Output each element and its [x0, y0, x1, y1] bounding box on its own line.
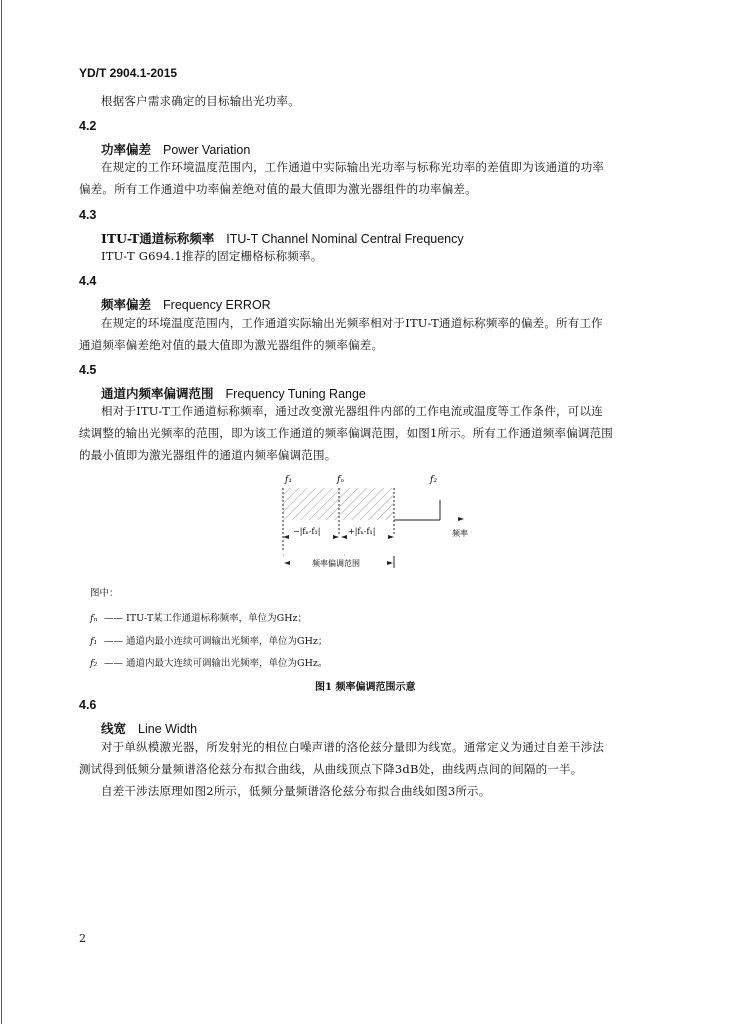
section-number: 4.3	[79, 208, 97, 222]
section-term	[101, 295, 271, 313]
legend-text: —— 通道内最大连续可调输出光频率，单位为GHz。	[104, 658, 328, 669]
paragraph-line: 对于单纵模激光器，所发射光的相位白噪声谱的洛伦兹分量即为线宽。通常定义为通过自差干涉法	[101, 740, 605, 754]
range-arrow-left	[284, 561, 290, 565]
fn-label: fₙ	[337, 475, 344, 485]
legend-row	[90, 633, 327, 647]
legend-title: 图中：	[90, 588, 119, 599]
legend-row	[90, 655, 327, 669]
left-delta-arrow	[283, 535, 289, 539]
section-number: 4.4	[79, 274, 97, 288]
term-cn: 频率偏差	[101, 297, 152, 312]
left-delta-label: −|fₙ-f₁|	[293, 527, 321, 536]
legend-symbol: f₂	[90, 658, 98, 669]
section-number: 4.5	[79, 363, 97, 377]
section-number: 4.6	[79, 698, 97, 712]
legend-symbol: fₙ	[90, 613, 98, 624]
paragraph-line: 相对于ITU-T工作通道标称频率，通过改变激光器组件内部的工作电流或温度等工作条件，可以连	[101, 404, 603, 418]
frequency-axis-label: 频率	[452, 529, 468, 538]
paragraph-line: 测试得到低频分量频谱洛伦兹分布拟合曲线，从曲线顶点下降3dB处，曲线两点间的间隔的一半。	[79, 762, 583, 776]
legend-text: —— 通道内最小连续可调输出光频率，单位为GHz；	[104, 636, 328, 647]
paragraph-line: 自差干涉法原理如图2所示，低频分量频谱洛伦兹分布拟合曲线如图3所示。	[101, 784, 491, 798]
paragraph-line: 在规定的环境温度范围内，工作通道实际输出光频率相对于ITU-T通道标称频率的偏差。所有工作	[101, 316, 603, 330]
tuning-range-label: 频率偏调范围	[312, 559, 360, 568]
paragraph-line: 续调整的输出光频率的范围，即为该工作通道的频率偏调范围，如图1所示。所有工作通道频率偏调范围	[79, 426, 614, 440]
legend-text: —— ITU-T某工作通道标称频率，单位为GHz；	[104, 613, 308, 624]
term-cn: 通道内频率偏调范围	[101, 386, 214, 401]
axis-arrow	[458, 517, 464, 521]
left-delta-arrow	[333, 535, 339, 539]
section-number: 4.2	[79, 119, 97, 133]
figure-caption: 图1 频率偏调范围示意	[315, 682, 416, 693]
right-delta-arrow	[341, 535, 347, 539]
right-delta-label: +|fₙ-f₁|	[348, 527, 376, 536]
page-edge-line	[1, 0, 2, 1024]
term-en: Power Variation	[163, 143, 251, 157]
term-en: Frequency Tuning Range	[225, 387, 366, 401]
f2-label: f₂	[430, 475, 437, 485]
legend-row	[90, 610, 307, 624]
legend-symbol: f₁	[90, 636, 98, 647]
term-cn: 功率偏差	[101, 142, 152, 157]
term-cn: ITU-T通道标称频率	[101, 231, 215, 246]
paragraph-line: 在规定的工作环境温度范围内，工作通道中实际输出光功率与标称光功率的差值即为该通道的功率	[101, 160, 605, 174]
term-en: ITU-T Channel Nominal Central Frequency	[226, 232, 464, 246]
paragraph-line: 偏差。所有工作通道中功率偏差绝对值的最大值即为激光器组件的功率偏差。	[79, 182, 477, 196]
f1-label: f₁	[285, 475, 292, 485]
page-number: 2	[79, 932, 86, 945]
frequency-tuning-diagram	[240, 470, 500, 580]
intro-paragraph-line: 根据客户需求确定的目标输出光功率。	[101, 94, 300, 108]
right-delta-arrow	[388, 535, 394, 539]
paragraph-line: ITU-T G694.1推荐的固定栅格标称频率。	[101, 249, 323, 263]
paragraph-line: 的最小值即为激光器组件的通道内频率偏调范围。	[79, 448, 337, 462]
term-en: Frequency ERROR	[163, 298, 271, 312]
standard-code-header: YD/T 2904.1-2015	[79, 66, 178, 80]
range-arrow-right	[387, 561, 393, 565]
term-en: Line Width	[138, 722, 198, 736]
paragraph-line: 通道频率偏差绝对值的最大值即为激光器组件的频率偏差。	[79, 338, 384, 352]
section-term	[101, 719, 197, 737]
term-cn: 线宽	[101, 721, 127, 736]
